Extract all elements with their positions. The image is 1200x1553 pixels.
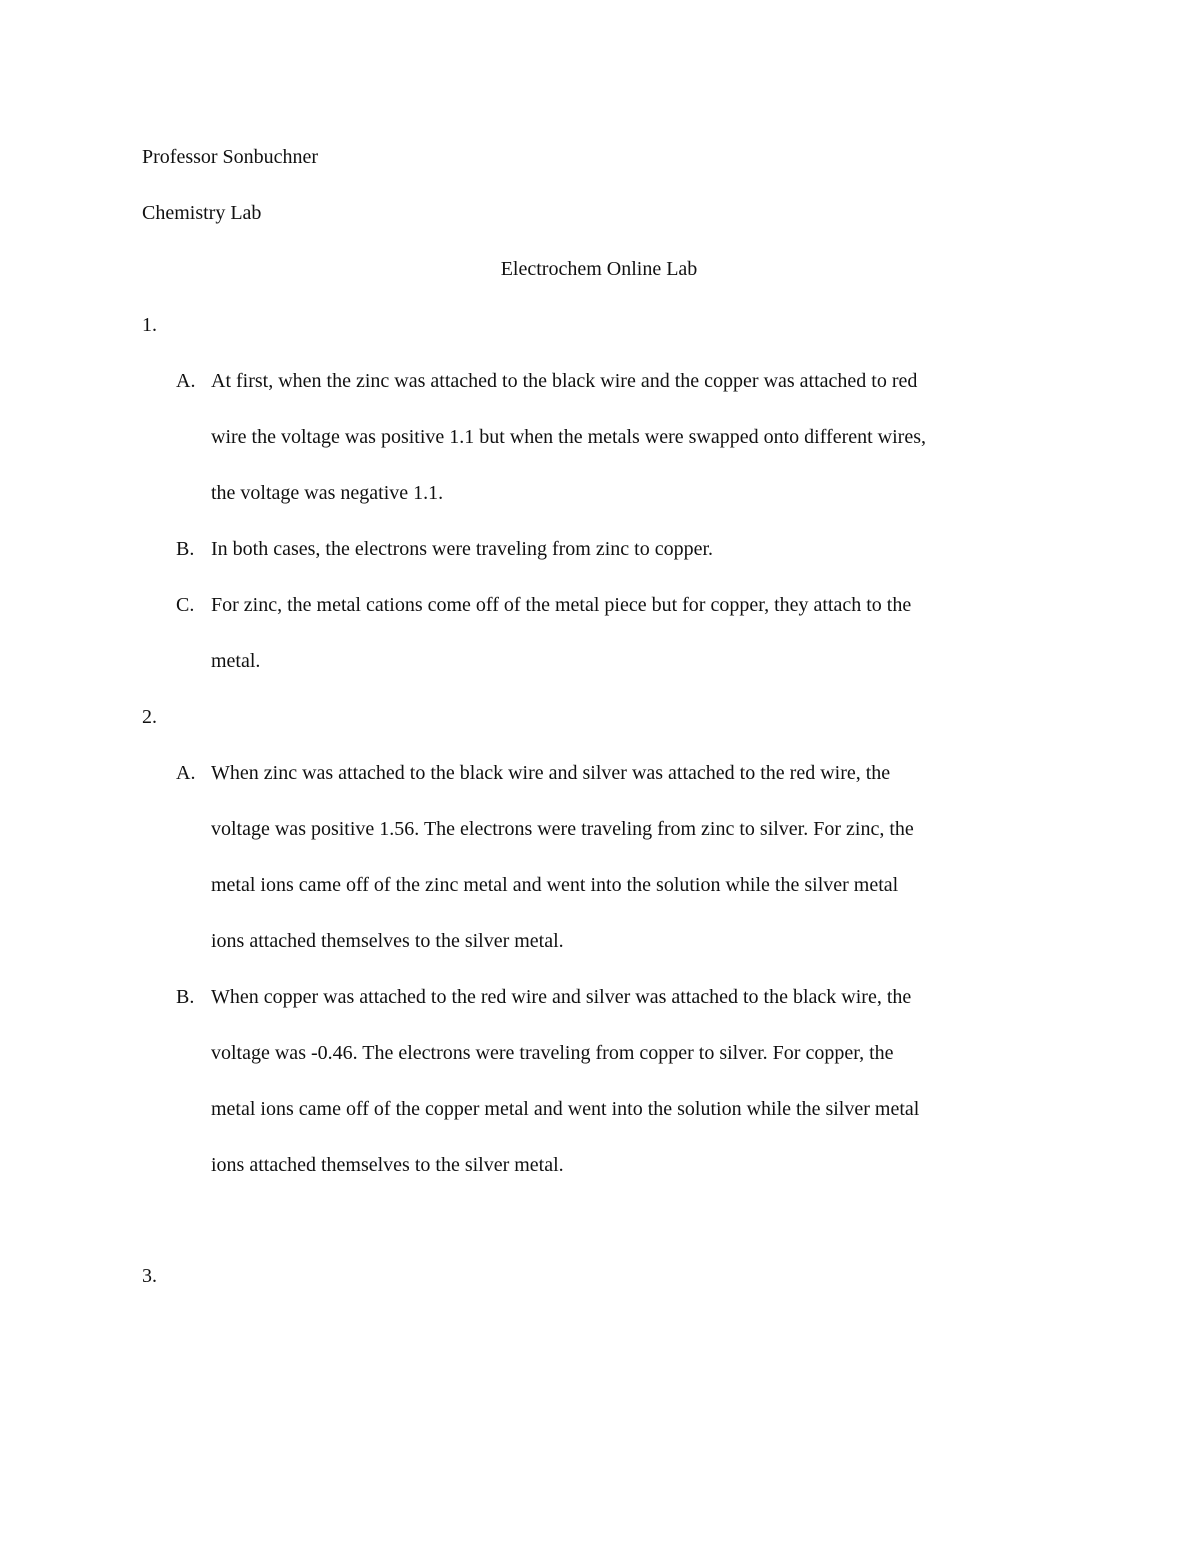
item-2a-line-2: voltage was positive 1.56. The electrons were traveling from zinc to silver. For zinc, the [211, 818, 914, 840]
section-number-3: 3. [142, 1265, 157, 1287]
section-number-1: 1. [142, 314, 157, 336]
item-1b-line-1: In both cases, the electrons were traveling from zinc to copper. [211, 538, 714, 560]
item-1a-line-3: the voltage was negative 1.1. [211, 482, 444, 504]
course-name: Chemistry Lab [142, 202, 262, 224]
section-number-2: 2. [142, 706, 157, 728]
item-2b-line-3: metal ions came off of the copper metal and went into the solution while the silver metal [211, 1098, 920, 1120]
item-2a-line-4: ions attached themselves to the silver metal. [211, 930, 564, 952]
item-1c-line-1: For zinc, the metal cations come off of the metal piece but for copper, they attach to the [211, 594, 912, 616]
item-marker-1b: B. [176, 538, 195, 560]
item-marker-2a: A. [176, 762, 196, 784]
item-1a-line-1: At first, when the zinc was attached to the black wire and the copper was attached to red [211, 370, 918, 392]
item-marker-1c: C. [176, 594, 195, 616]
document-title: Electrochem Online Lab [500, 258, 698, 280]
item-1a-line-2: wire the voltage was positive 1.1 but when the metals were swapped onto different wires, [211, 426, 926, 448]
item-marker-2b: B. [176, 986, 195, 1008]
item-2b-line-4: ions attached themselves to the silver metal. [211, 1154, 564, 1176]
professor-name: Professor Sonbuchner [142, 146, 319, 168]
item-marker-1a: A. [176, 370, 196, 392]
item-2a-line-3: metal ions came off of the zinc metal and went into the solution while the silver metal [211, 874, 899, 896]
item-2b-line-1: When copper was attached to the red wire and silver was attached to the black wire, the [211, 986, 912, 1008]
item-1c-line-2: metal. [211, 650, 261, 672]
item-2a-line-1: When zinc was attached to the black wire and silver was attached to the red wire, the [211, 762, 891, 784]
item-2b-line-2: voltage was -0.46. The electrons were traveling from copper to silver. For copper, the [211, 1042, 894, 1064]
